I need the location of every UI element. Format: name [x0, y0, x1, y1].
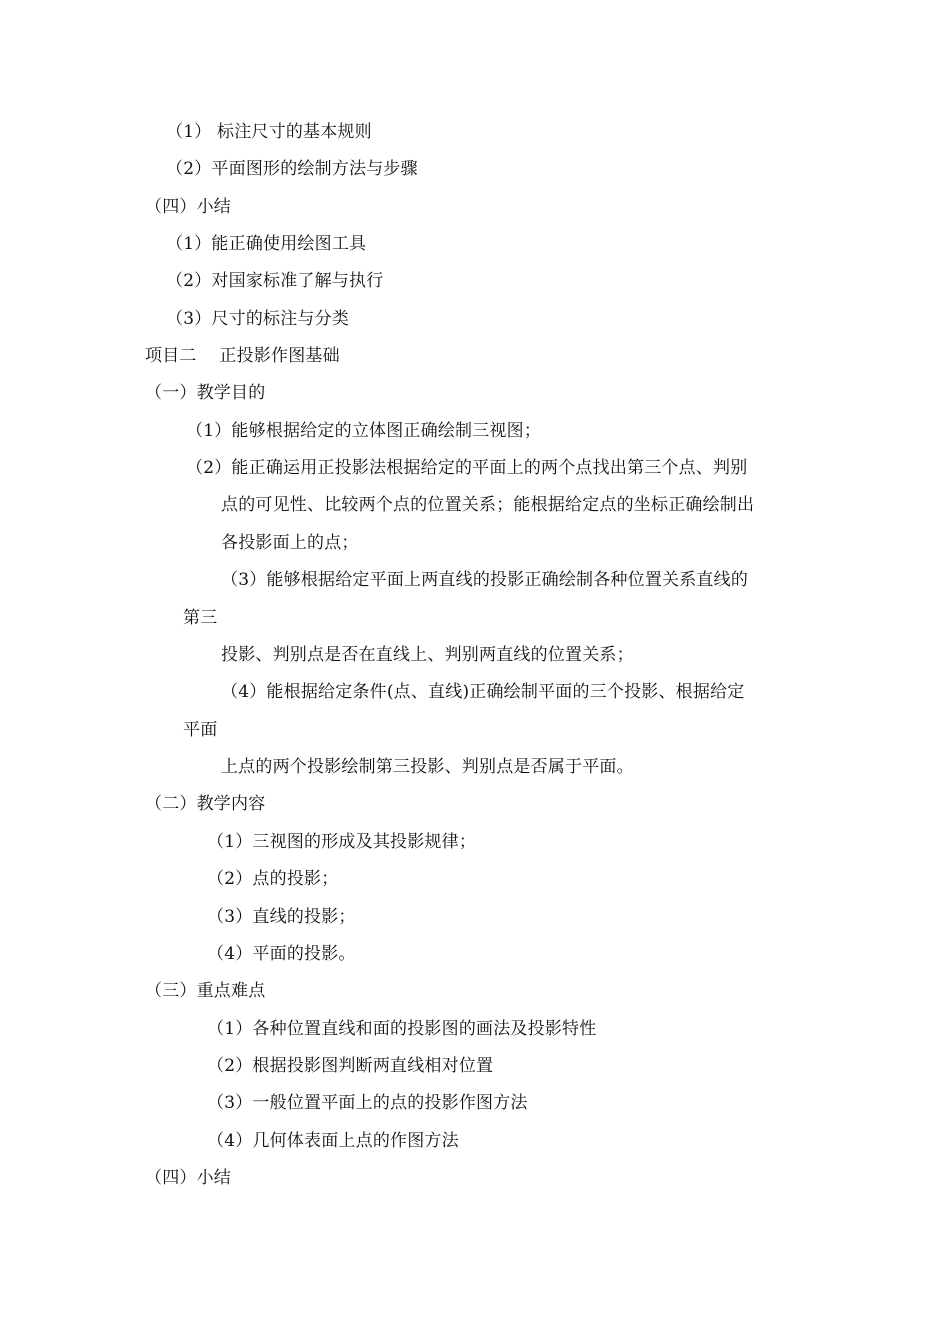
text-line: （3）尺寸的标注与分类 — [166, 309, 350, 329]
text-line: （2）平面图形的绘制方法与步骤 — [166, 159, 418, 179]
text-line: （1）能正确使用绘图工具 — [166, 234, 367, 254]
text-line: （4）能根据给定条件(点、直线)正确绘制平面的三个投影、根据给定 — [221, 682, 745, 702]
section-heading: （四）小结 — [145, 1168, 231, 1188]
text-line: （2）对国家标准了解与执行 — [166, 271, 384, 291]
section-heading: （二）教学内容 — [145, 794, 266, 814]
text-line: （2）根据投影图判断两直线相对位置 — [207, 1056, 494, 1076]
text-line: （3）直线的投影； — [207, 907, 356, 927]
text-line: （4）几何体表面上点的作图方法 — [207, 1131, 459, 1151]
text-line: （1）各种位置直线和面的投影图的画法及投影特性 — [207, 1019, 597, 1039]
section-heading: （四）小结 — [145, 197, 231, 217]
text-line: 平面 — [183, 720, 218, 740]
text-line: （3）能够根据给定平面上两直线的投影正确绘制各种位置关系直线的 — [221, 570, 749, 590]
text-line: 第三 — [183, 608, 218, 628]
text-line: （1）三视图的形成及其投影规律； — [207, 832, 477, 852]
text-line: （4）平面的投影。 — [207, 944, 356, 964]
section-heading: （一）教学目的 — [145, 383, 266, 403]
section-heading: （三）重点难点 — [145, 981, 266, 1001]
text-line: 点的可见性、比较两个点的位置关系；能根据给定点的坐标正确绘制出 — [221, 495, 755, 515]
text-line: 各投影面上的点； — [221, 533, 359, 553]
text-line: 投影、判别点是否在直线上、判别两直线的位置关系； — [221, 645, 634, 665]
text-line: （2）能正确运用正投影法根据给定的平面上的两个点找出第三个点、判别 — [186, 458, 748, 478]
text-line: （3）一般位置平面上的点的投影作图方法 — [207, 1093, 528, 1113]
project-heading: 项目二 正投影作图基础 — [145, 346, 340, 366]
text-line: （1）能够根据给定的立体图正确绘制三视图； — [186, 421, 542, 441]
text-line: （2）点的投影； — [207, 869, 339, 889]
text-line: 上点的两个投影绘制第三投影、判别点是否属于平面。 — [221, 757, 634, 777]
text-line: （1） 标注尺寸的基本规则 — [166, 122, 372, 142]
